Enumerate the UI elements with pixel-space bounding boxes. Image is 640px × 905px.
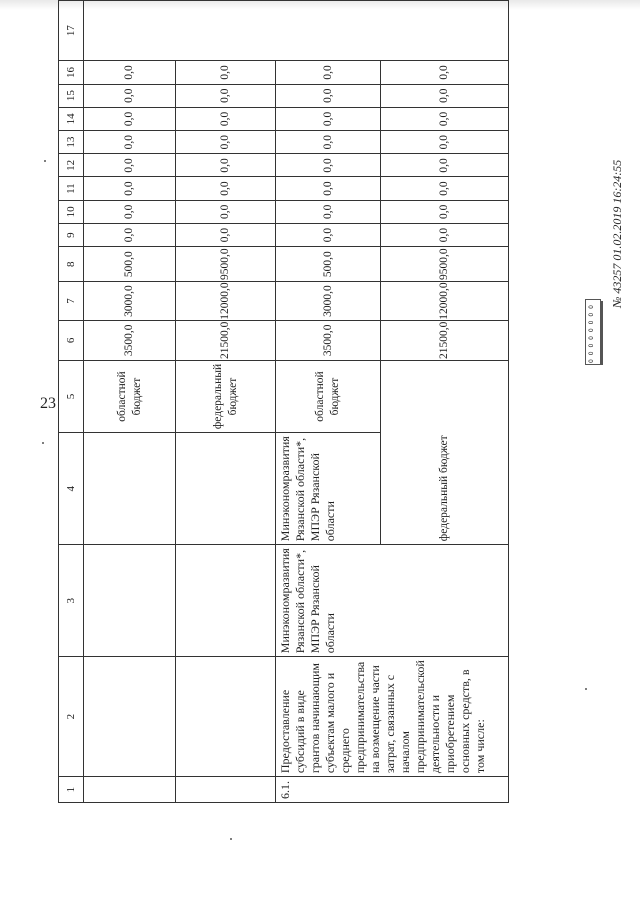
empty-cell bbox=[84, 1, 509, 61]
value-cell: 21500,0 bbox=[381, 320, 509, 360]
empty-cell bbox=[176, 433, 276, 545]
value-cell: 0,0 bbox=[381, 84, 509, 107]
header-cell: 3 bbox=[59, 545, 84, 657]
value-cell: 0,0 bbox=[276, 177, 381, 200]
value-cell: 0,0 bbox=[381, 107, 509, 130]
value-cell: 0,0 bbox=[381, 223, 509, 246]
value-cell: 0,0 bbox=[84, 84, 176, 107]
budget-type-cell: федеральный бюджет bbox=[176, 360, 276, 432]
stamp-underline bbox=[601, 301, 603, 365]
header-cell: 4 bbox=[59, 433, 84, 545]
value-cell: 0,0 bbox=[84, 61, 176, 84]
item-description-cell: Предоставление субсидий в виде грантов начинающим субъектам малого и среднего предпринимательства на возмещение части затрат, связанных с началом предпринимательской деятельности и приобретением основных средств, в том числе: bbox=[276, 657, 509, 777]
value-cell: 500,0 bbox=[276, 247, 381, 282]
value-cell: 0,0 bbox=[84, 131, 176, 154]
value-cell: 0,0 bbox=[176, 131, 276, 154]
value-cell: 9500,0 bbox=[381, 247, 509, 282]
header-cell: 5 bbox=[59, 360, 84, 432]
value-cell: 0,0 bbox=[176, 200, 276, 223]
value-cell: 0,0 bbox=[84, 107, 176, 130]
budget-type-cell: областной бюджет bbox=[276, 360, 381, 432]
value-cell: 0,0 bbox=[276, 61, 381, 84]
value-cell: 0,0 bbox=[276, 84, 381, 107]
header-cell: 2 bbox=[59, 657, 84, 777]
header-cell: 9 bbox=[59, 223, 84, 246]
value-cell: 0,0 bbox=[276, 107, 381, 130]
value-cell: 0,0 bbox=[176, 61, 276, 84]
value-cell: 3000,0 bbox=[84, 282, 176, 321]
value-cell: 0,0 bbox=[381, 200, 509, 223]
scan-speck bbox=[44, 160, 46, 162]
header-cell: 12 bbox=[59, 154, 84, 177]
empty-cell bbox=[84, 433, 176, 545]
header-cell: 8 bbox=[59, 247, 84, 282]
value-cell: 0,0 bbox=[276, 223, 381, 246]
value-cell: 21500,0 bbox=[176, 320, 276, 360]
header-cell: 17 bbox=[59, 1, 84, 61]
value-cell: 0,0 bbox=[381, 61, 509, 84]
value-cell: 12000,0 bbox=[176, 282, 276, 321]
header-cell: 10 bbox=[59, 200, 84, 223]
value-cell: 0,0 bbox=[84, 223, 176, 246]
value-cell: 0,0 bbox=[176, 107, 276, 130]
value-cell: 0,0 bbox=[84, 154, 176, 177]
empty-cell bbox=[176, 777, 276, 803]
table-row bbox=[276, 1, 381, 803]
header-cell: 14 bbox=[59, 107, 84, 130]
header-cell: 11 bbox=[59, 177, 84, 200]
value-cell: 3500,0 bbox=[84, 320, 176, 360]
value-cell: 3500,0 bbox=[276, 320, 381, 360]
header-cell: 16 bbox=[59, 61, 84, 84]
value-cell: 0,0 bbox=[381, 154, 509, 177]
registration-number: № 43257 01.02.2019 16:24:55 bbox=[610, 159, 624, 308]
value-cell: 0,0 bbox=[84, 200, 176, 223]
header-cell: 7 bbox=[59, 282, 84, 321]
value-cell: 0,0 bbox=[176, 223, 276, 246]
empty-cell bbox=[84, 545, 176, 657]
value-cell: 0,0 bbox=[84, 177, 176, 200]
value-cell: 12000,0 bbox=[381, 282, 509, 321]
value-cell: 0,0 bbox=[276, 154, 381, 177]
header-cell: 15 bbox=[59, 84, 84, 107]
item-number-cell: 6.1. bbox=[276, 777, 509, 803]
scan-speck bbox=[42, 442, 44, 444]
scan-speck bbox=[230, 838, 232, 840]
table-row bbox=[84, 1, 176, 803]
value-cell: 9500,0 bbox=[176, 247, 276, 282]
header-cell: 6 bbox=[59, 320, 84, 360]
value-cell: 0,0 bbox=[176, 84, 276, 107]
responsible-cell: Минэкономразвития Рязанской области*, МПЭР Рязанской области bbox=[276, 433, 381, 545]
value-cell: 500,0 bbox=[84, 247, 176, 282]
stamp-text: 0 0 0 0 0 0 0 0 bbox=[588, 304, 595, 363]
value-cell: 0,0 bbox=[381, 131, 509, 154]
value-cell: 0,0 bbox=[381, 177, 509, 200]
value-cell: 0,0 bbox=[276, 131, 381, 154]
budget-type-cell: областной бюджет bbox=[84, 360, 176, 432]
header-cell: 13 bbox=[59, 131, 84, 154]
page-number: 23 bbox=[40, 395, 56, 412]
budget-table bbox=[58, 0, 509, 803]
empty-cell bbox=[84, 777, 176, 803]
scan-speck bbox=[585, 688, 587, 690]
value-cell: 3000,0 bbox=[276, 282, 381, 321]
header-row bbox=[59, 1, 84, 803]
table-row bbox=[176, 1, 276, 803]
empty-cell bbox=[84, 657, 176, 777]
value-cell: 0,0 bbox=[176, 154, 276, 177]
value-cell: 0,0 bbox=[176, 177, 276, 200]
responsible-cell: Минэкономразвития Рязанской области*, МПЭР Рязанской области bbox=[276, 545, 509, 657]
empty-cell bbox=[176, 657, 276, 777]
header-cell: 1 bbox=[59, 777, 84, 803]
value-cell: 0,0 bbox=[276, 200, 381, 223]
empty-cell bbox=[176, 545, 276, 657]
budget-type-cell: федеральный бюджет bbox=[381, 360, 509, 544]
